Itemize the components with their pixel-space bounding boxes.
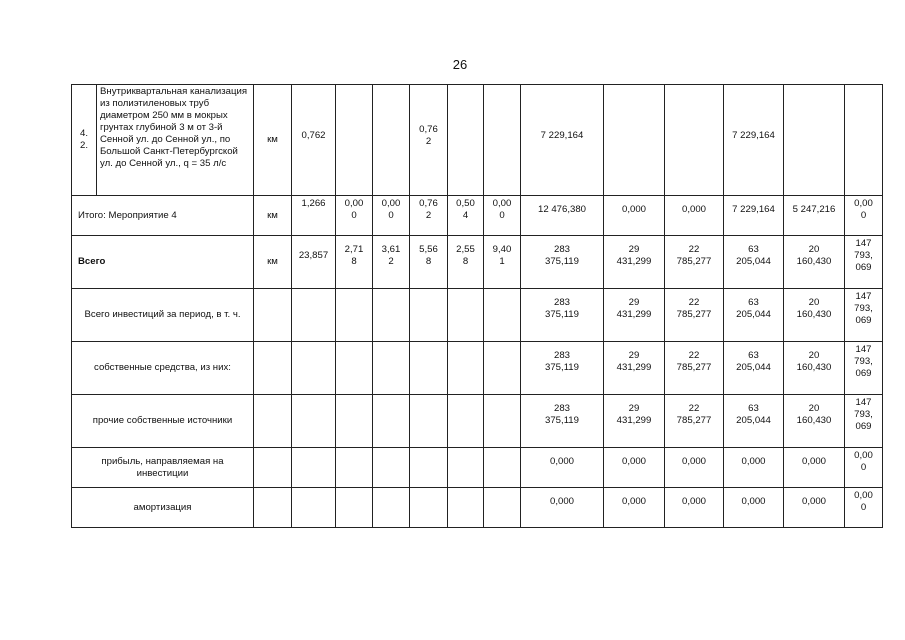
year5-cell: 0,00 0 [845,448,883,488]
year1-cell: 29 431,299 [604,395,665,448]
year1-cell: 29 431,299 [604,236,665,289]
year5-cell: 147 793, 069 [845,236,883,289]
table-row-other-own-sources [72,395,883,448]
row-label: Всего инвестиций за период, в т. ч. [72,289,254,342]
empty-cell [373,488,410,528]
year5-cell: 0,00 0 [845,488,883,528]
page-number: 26 [452,57,468,72]
c2-cell: 0,00 0 [373,196,410,236]
empty-cell [336,289,373,342]
row-label: Всего [72,236,254,289]
unit-cell: км [254,196,292,236]
year2-cell: 22 785,277 [665,289,724,342]
empty-cell [292,395,336,448]
empty-cell [484,448,521,488]
empty-cell [254,395,292,448]
year1-cell: 29 431,299 [604,289,665,342]
year2-cell: 0,000 [665,196,724,236]
empty-cell [448,289,484,342]
year3-cell: 63 205,044 [724,236,784,289]
table-row-own-funds [72,342,883,395]
year3-cell: 63 205,044 [724,395,784,448]
c2-cell [373,85,410,196]
empty-cell [292,488,336,528]
row-label: Итого: Мероприятие 4 [72,196,254,236]
empty-cell [336,395,373,448]
total-cell: 283 375,119 [521,395,604,448]
table-row-total [72,236,883,289]
length-cell: 0,762 [292,85,336,196]
empty-cell [292,448,336,488]
year3-cell: 63 205,044 [724,342,784,395]
year3-cell: 7 229,164 [724,196,784,236]
empty-cell [373,448,410,488]
c1-cell: 2,71 8 [336,236,373,289]
total-cell: 12 476,380 [521,196,604,236]
c4-cell: 2,55 8 [448,236,484,289]
c4-cell: 0,50 4 [448,196,484,236]
length-cell: 1,266 [292,196,336,236]
year2-cell: 0,000 [665,488,724,528]
investment-table [71,84,883,528]
row-label: прочие собственные источники [72,395,254,448]
total-cell: 0,000 [521,488,604,528]
year1-cell: 29 431,299 [604,342,665,395]
table-row-item-4-2 [72,85,883,196]
year5-cell [845,85,883,196]
empty-cell [254,488,292,528]
year4-cell: 20 160,430 [784,395,845,448]
year3-cell: 7 229,164 [724,85,784,196]
empty-cell [373,289,410,342]
c3-cell: 0,76 2 [410,196,448,236]
year2-cell: 22 785,277 [665,236,724,289]
row-description: Внутриквартальная канализация из полиэтиленовых труб диаметром 250 мм в мокрых грунтах глубиной 3 м от 3-й Сенной ул. до Сенной ул., по Большой Санкт-Петербургской ул. до Сенной ул., q = 35 л/с [97,85,254,196]
empty-cell [410,395,448,448]
length-cell: 23,857 [292,236,336,289]
year4-cell: 0,000 [784,448,845,488]
unit-cell: км [254,236,292,289]
empty-cell [448,488,484,528]
empty-cell [484,289,521,342]
empty-cell [336,448,373,488]
year3-cell: 0,000 [724,488,784,528]
year4-cell [784,85,845,196]
year4-cell: 20 160,430 [784,342,845,395]
empty-cell [373,342,410,395]
c1-cell: 0,00 0 [336,196,373,236]
empty-cell [254,342,292,395]
empty-cell [484,342,521,395]
row-index-text: 4. 2. [79,128,88,151]
year5-cell: 147 793, 069 [845,342,883,395]
empty-cell [254,448,292,488]
empty-cell [410,289,448,342]
empty-cell [254,289,292,342]
row-label: собственные средства, из них: [72,342,254,395]
c4-cell [448,85,484,196]
empty-cell [448,448,484,488]
year3-cell: 63 205,044 [724,289,784,342]
year3-cell: 0,000 [724,448,784,488]
empty-cell [448,395,484,448]
year2-cell: 22 785,277 [665,395,724,448]
row-label: амортизация [72,488,254,528]
year4-cell: 20 160,430 [784,289,845,342]
empty-cell [410,342,448,395]
table-row-depreciation [72,488,883,528]
empty-cell [484,488,521,528]
year1-cell: 0,000 [604,488,665,528]
year5-cell: 0,00 0 [845,196,883,236]
year4-cell: 0,000 [784,488,845,528]
empty-cell [410,488,448,528]
year4-cell: 5 247,216 [784,196,845,236]
year5-cell: 147 793, 069 [845,289,883,342]
year2-cell: 0,000 [665,448,724,488]
total-cell: 283 375,119 [521,342,604,395]
empty-cell [373,395,410,448]
row-index [72,85,97,196]
total-cell: 283 375,119 [521,236,604,289]
empty-cell [448,342,484,395]
total-cell: 7 229,164 [521,85,604,196]
unit-cell: км [254,85,292,196]
row-label: прибыль, направляемая на инвестиции [72,448,254,488]
empty-cell [336,342,373,395]
empty-cell [292,342,336,395]
total-cell: 283 375,119 [521,289,604,342]
c3-cell: 0,76 2 [410,85,448,196]
year1-cell [604,85,665,196]
year5-cell: 147 793, 069 [845,395,883,448]
c5-cell: 0,00 0 [484,196,521,236]
table-row-investments [72,289,883,342]
c3-cell: 5,56 8 [410,236,448,289]
c5-cell: 9,40 1 [484,236,521,289]
year4-cell: 20 160,430 [784,236,845,289]
empty-cell [336,488,373,528]
c5-cell [484,85,521,196]
year1-cell: 0,000 [604,448,665,488]
empty-cell [484,395,521,448]
year1-cell: 0,000 [604,196,665,236]
year2-cell: 22 785,277 [665,342,724,395]
year2-cell [665,85,724,196]
c2-cell: 3,61 2 [373,236,410,289]
empty-cell [410,448,448,488]
total-cell: 0,000 [521,448,604,488]
table-row-profit [72,448,883,488]
table-row-subtotal [72,196,883,236]
c1-cell [336,85,373,196]
empty-cell [292,289,336,342]
